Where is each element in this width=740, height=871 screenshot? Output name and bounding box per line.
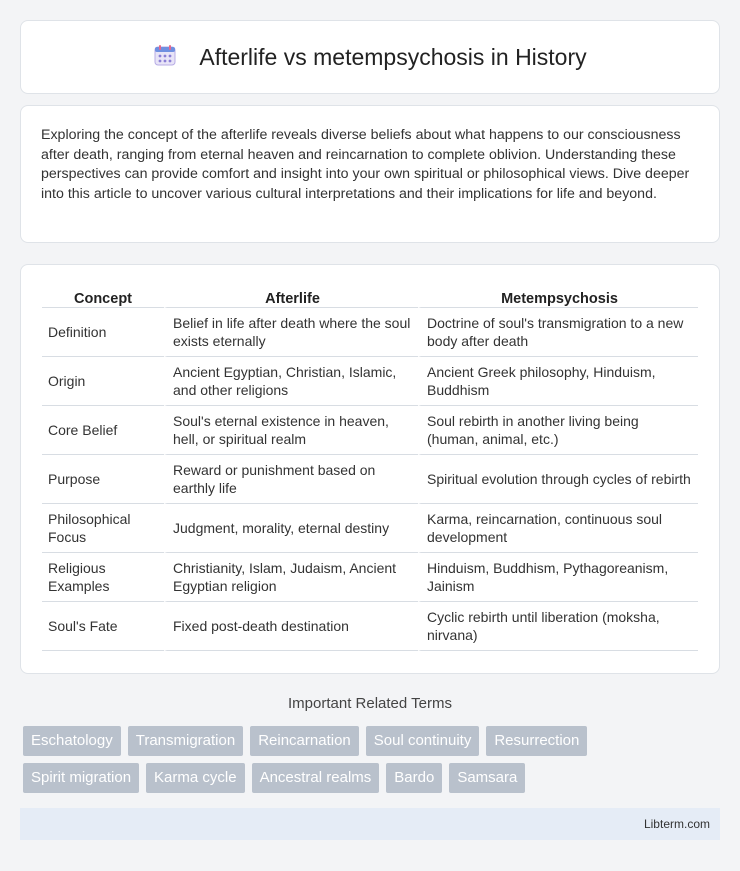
cell-afterlife: Fixed post-death destination bbox=[164, 602, 418, 651]
cell-metempsychosis: Spiritual evolution through cycles of rebirth bbox=[418, 455, 698, 504]
cell-metempsychosis: Doctrine of soul's transmigration to a new body after death bbox=[418, 308, 698, 357]
related-terms-tags bbox=[23, 726, 723, 800]
cell-afterlife: Ancient Egyptian, Christian, Islamic, and other religions bbox=[164, 357, 418, 406]
footer bbox=[20, 808, 720, 840]
table-row bbox=[42, 602, 698, 651]
cell-metempsychosis: Ancient Greek philosophy, Hinduism, Buddhism bbox=[418, 357, 698, 406]
cell-afterlife: Judgment, morality, eternal destiny bbox=[164, 504, 418, 553]
footer-brand[interactable]: Libterm.com bbox=[643, 817, 710, 831]
header-metempsychosis: Metempsychosis bbox=[418, 285, 698, 308]
related-terms-title: Important Related Terms bbox=[288, 695, 452, 712]
cell-afterlife: Belief in life after death where the soul exists eternally bbox=[164, 308, 418, 357]
table-header-row bbox=[42, 285, 698, 308]
intro-card bbox=[20, 105, 720, 243]
cell-concept: Philosophical Focus bbox=[42, 504, 164, 553]
tag-spirit-migration[interactable]: Spirit migration bbox=[23, 763, 139, 793]
tag-transmigration[interactable]: Transmigration bbox=[128, 726, 243, 756]
cell-metempsychosis: Hinduism, Buddhism, Pythagoreanism, Jainism bbox=[418, 553, 698, 602]
header-card bbox=[20, 20, 720, 94]
cell-metempsychosis: Cyclic rebirth until liberation (moksha, nirvana) bbox=[418, 602, 698, 651]
tag-resurrection[interactable]: Resurrection bbox=[486, 726, 587, 756]
table-row bbox=[42, 504, 698, 553]
tag-soul-continuity[interactable]: Soul continuity bbox=[366, 726, 480, 756]
cell-concept: Religious Examples bbox=[42, 553, 164, 602]
table-row bbox=[42, 455, 698, 504]
table-row bbox=[42, 357, 698, 406]
cell-concept: Purpose bbox=[42, 455, 164, 504]
tag-samsara[interactable]: Samsara bbox=[449, 763, 525, 793]
comparison-table-card bbox=[20, 264, 720, 674]
header-concept: Concept bbox=[42, 285, 164, 308]
cell-concept: Definition bbox=[42, 308, 164, 357]
header-afterlife: Afterlife bbox=[164, 285, 418, 308]
tag-bardo[interactable]: Bardo bbox=[386, 763, 442, 793]
cell-afterlife: Christianity, Islam, Judaism, Ancient Egyptian religion bbox=[164, 553, 418, 602]
cell-concept: Origin bbox=[42, 357, 164, 406]
cell-afterlife: Soul's eternal existence in heaven, hell, or spiritual realm bbox=[164, 406, 418, 455]
table-row bbox=[42, 553, 698, 602]
calendar-icon bbox=[153, 43, 177, 72]
tag-eschatology[interactable]: Eschatology bbox=[23, 726, 121, 756]
cell-metempsychosis: Karma, reincarnation, continuous soul development bbox=[418, 504, 698, 553]
cell-concept: Core Belief bbox=[42, 406, 164, 455]
cell-metempsychosis: Soul rebirth in another living being (human, animal, etc.) bbox=[418, 406, 698, 455]
cell-afterlife: Reward or punishment based on earthly life bbox=[164, 455, 418, 504]
page-title: Afterlife vs metempsychosis in History bbox=[199, 43, 587, 70]
table-row bbox=[42, 308, 698, 357]
table-row bbox=[42, 406, 698, 455]
tag-karma-cycle[interactable]: Karma cycle bbox=[146, 763, 245, 793]
tag-ancestral-realms[interactable]: Ancestral realms bbox=[252, 763, 380, 793]
intro-text: Exploring the concept of the afterlife reveals diverse beliefs about what happens to our consciousness after death, ranging from eternal heaven and reincarnation to complete oblivion. Understanding these perspectives can provide comfort and insight into your own spiritual or philosophical views. Dive deeper into this article to uncover various cultural interpretations and their implications for life and beyond. bbox=[41, 127, 690, 202]
comparison-table bbox=[42, 285, 698, 651]
cell-concept: Soul's Fate bbox=[42, 602, 164, 651]
tag-reincarnation[interactable]: Reincarnation bbox=[250, 726, 359, 756]
